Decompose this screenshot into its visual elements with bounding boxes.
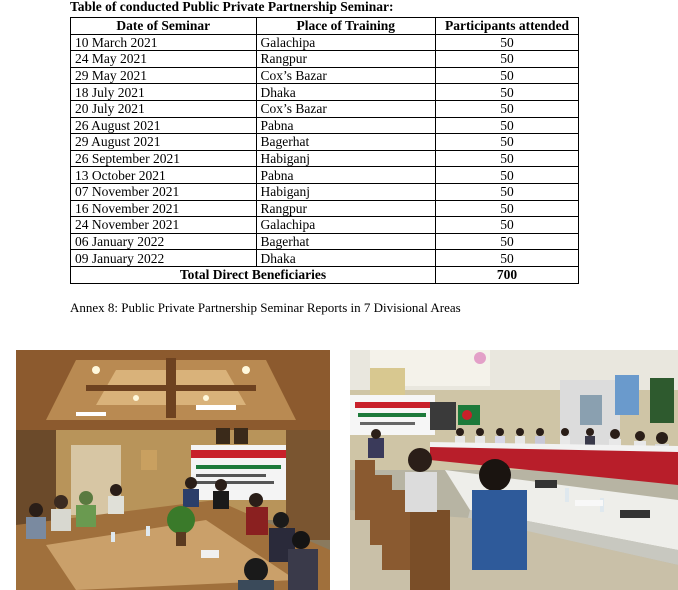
table-title: Table of conducted Public Private Partnership Seminar: bbox=[70, 0, 394, 14]
table-header-row bbox=[71, 18, 579, 35]
table-row bbox=[71, 100, 579, 117]
cell-date: 06 January 2022 bbox=[71, 233, 257, 250]
header-participants: Participants attended bbox=[436, 18, 579, 35]
cell-place: Pabna bbox=[256, 167, 436, 184]
cell-place: Bagerhat bbox=[256, 233, 436, 250]
seminar-photo-2 bbox=[350, 350, 678, 590]
table-row bbox=[71, 233, 579, 250]
cell-place: Galachipa bbox=[256, 34, 436, 51]
total-label: Total Direct Beneficiaries bbox=[71, 266, 436, 283]
cell-date: 29 August 2021 bbox=[71, 134, 257, 151]
cell-place: Pabna bbox=[256, 117, 436, 134]
cell-date: 07 November 2021 bbox=[71, 183, 257, 200]
header-place: Place of Training bbox=[256, 18, 436, 35]
cell-place: Galachipa bbox=[256, 217, 436, 234]
seminar-table bbox=[70, 17, 579, 284]
cell-participants: 50 bbox=[436, 200, 579, 217]
table-row bbox=[71, 167, 579, 184]
cell-participants: 50 bbox=[436, 34, 579, 51]
table-row bbox=[71, 34, 579, 51]
cell-date: 26 September 2021 bbox=[71, 150, 257, 167]
cell-place: Rangpur bbox=[256, 200, 436, 217]
total-value: 700 bbox=[436, 266, 579, 283]
cell-date: 29 May 2021 bbox=[71, 67, 257, 84]
cell-participants: 50 bbox=[436, 67, 579, 84]
table-row bbox=[71, 200, 579, 217]
cell-place: Habiganj bbox=[256, 150, 436, 167]
cell-participants: 50 bbox=[436, 217, 579, 234]
cell-date: 24 November 2021 bbox=[71, 217, 257, 234]
cell-participants: 50 bbox=[436, 167, 579, 184]
cell-participants: 50 bbox=[436, 84, 579, 101]
cell-participants: 50 bbox=[436, 183, 579, 200]
table-row bbox=[71, 51, 579, 68]
header-date: Date of Seminar bbox=[71, 18, 257, 35]
cell-date: 10 March 2021 bbox=[71, 34, 257, 51]
cell-place: Rangpur bbox=[256, 51, 436, 68]
table-row bbox=[71, 134, 579, 151]
table-row bbox=[71, 183, 579, 200]
table-row bbox=[71, 250, 579, 267]
cell-participants: 50 bbox=[436, 250, 579, 267]
cell-place: Cox’s Bazar bbox=[256, 100, 436, 117]
cell-date: 13 October 2021 bbox=[71, 167, 257, 184]
cell-participants: 50 bbox=[436, 233, 579, 250]
table-row bbox=[71, 150, 579, 167]
table-row bbox=[71, 217, 579, 234]
cell-participants: 50 bbox=[436, 100, 579, 117]
cell-date: 20 July 2021 bbox=[71, 100, 257, 117]
annex-caption: Annex 8: Public Private Partnership Seminar Reports in 7 Divisional Areas bbox=[70, 300, 461, 315]
cell-date: 26 August 2021 bbox=[71, 117, 257, 134]
cell-date: 16 November 2021 bbox=[71, 200, 257, 217]
cell-place: Dhaka bbox=[256, 250, 436, 267]
cell-place: Bagerhat bbox=[256, 134, 436, 151]
cell-date: 09 January 2022 bbox=[71, 250, 257, 267]
cell-place: Habiganj bbox=[256, 183, 436, 200]
total-row bbox=[71, 266, 579, 283]
cell-place: Cox’s Bazar bbox=[256, 67, 436, 84]
table-row bbox=[71, 67, 579, 84]
cell-date: 24 May 2021 bbox=[71, 51, 257, 68]
table-row bbox=[71, 117, 579, 134]
cell-participants: 50 bbox=[436, 51, 579, 68]
cell-participants: 50 bbox=[436, 150, 579, 167]
table-row bbox=[71, 84, 579, 101]
cell-place: Dhaka bbox=[256, 84, 436, 101]
seminar-photo-1 bbox=[16, 350, 330, 590]
cell-participants: 50 bbox=[436, 117, 579, 134]
cell-date: 18 July 2021 bbox=[71, 84, 257, 101]
cell-participants: 50 bbox=[436, 134, 579, 151]
